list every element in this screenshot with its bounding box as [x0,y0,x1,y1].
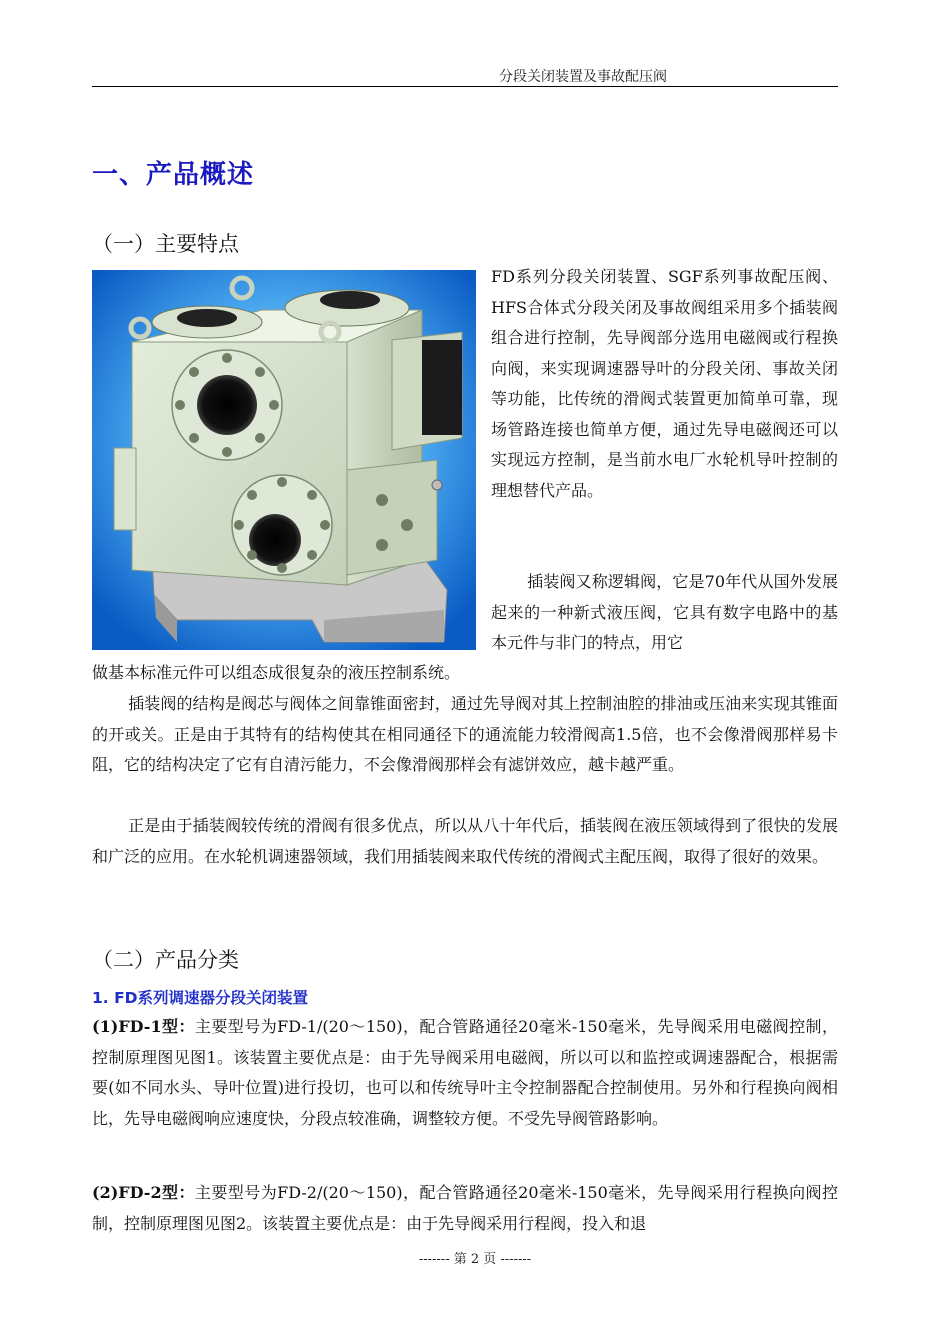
paragraph-cartridge-valve-a-text: 插装阀又称逻辑阀，它是70年代从国外发展起来的一种新式液压阀，它具有数字电路中的基本元件与非门的特点，用它 [491,572,838,652]
subsection-title-classification: （二）产品分类 [92,948,239,972]
paragraph-cartridge-valve-a [491,567,838,659]
item-fd2-label: (2)FD-2型： [92,1183,195,1202]
paragraph-advantages-text: 正是由于插装阀较传统的滑阀有很多优点，所以从八十年代后，插装阀在液压领域得到了很快的发展和广泛的应用。在水轮机调速器领域，我们用插装阀来取代传统的滑阀式主配压阀，取得了很好的效果。 [92,816,838,866]
page-footer: ------- 第 2 页 ------- [418,1252,532,1267]
section-title: 一、产品概述 [92,160,255,190]
paragraph-cartridge-valve-b: 做基本标准元件可以组态成很复杂的液压控制系统。 [92,663,461,682]
subsubsection-title-fd: 1. FD系列调速器分段关闭装置 [92,989,309,1007]
item-fd2 [92,1178,838,1239]
paragraph-advantages [92,811,838,872]
subsection-title-features: （一）主要特点 [92,232,239,256]
item-fd1-label: (1)FD-1型： [92,1017,195,1036]
running-header: 分段关闭装置及事故配压阀 [499,69,667,85]
paragraph-structure [92,689,838,781]
header-rule [92,86,838,87]
paragraph-structure-text: 插装阀的结构是阀芯与阀体之间靠锥面密封，通过先导阀对其上控制油腔的排油或压油来实现其锥面的开或关。正是由于其特有的结构使其在相同通径下的通流能力较滑阀高1.5倍，也不会像滑阀那样易卡阻，它的结构决定了它有自清污能力，不会像滑阀那样会有滤饼效应，越卡越严重。 [92,694,838,774]
item-fd2-text: 主要型号为FD-2/(20～150)，配合管路通径20毫米-150毫米，先导阀采用行程换向阀控制，控制原理图见图2。该装置主要优点是：由于先导阀采用行程阀，投入和退 [92,1183,838,1233]
paragraph-intro: FD系列分段关闭装置、SGF系列事故配压阀、HFS合体式分段关闭及事故阀组采用多个插装阀组合进行控制，先导阀部分选用电磁阀或行程换向阀，来实现调速器导叶的分段关闭、事故关闭等功能，比传统的滑阀式装置更加简单可靠，现场管路连接也简单方便，通过先导电磁阀还可以实现远方控制，是当前水电厂水轮机导叶控制的理想替代产品。 [491,267,838,500]
item-fd1 [92,1012,838,1134]
item-fd1-text: 主要型号为FD-1/(20～150)，配合管路通径20毫米-150毫米，先导阀采用电磁阀控制，控制原理图见图1。该装置主要优点是：由于先导阀采用电磁阀，所以可以和监控或调速器配合，根据需要(如不同水头、导叶位置)进行投切，也可以和传统导叶主令控制器配合控制使用。另外和行程换向阀相比，先导电磁阀响应速度快，分段点较准确，调整较方便。不受先导阀管路影响。 [92,1017,838,1128]
product-photo [92,270,476,650]
